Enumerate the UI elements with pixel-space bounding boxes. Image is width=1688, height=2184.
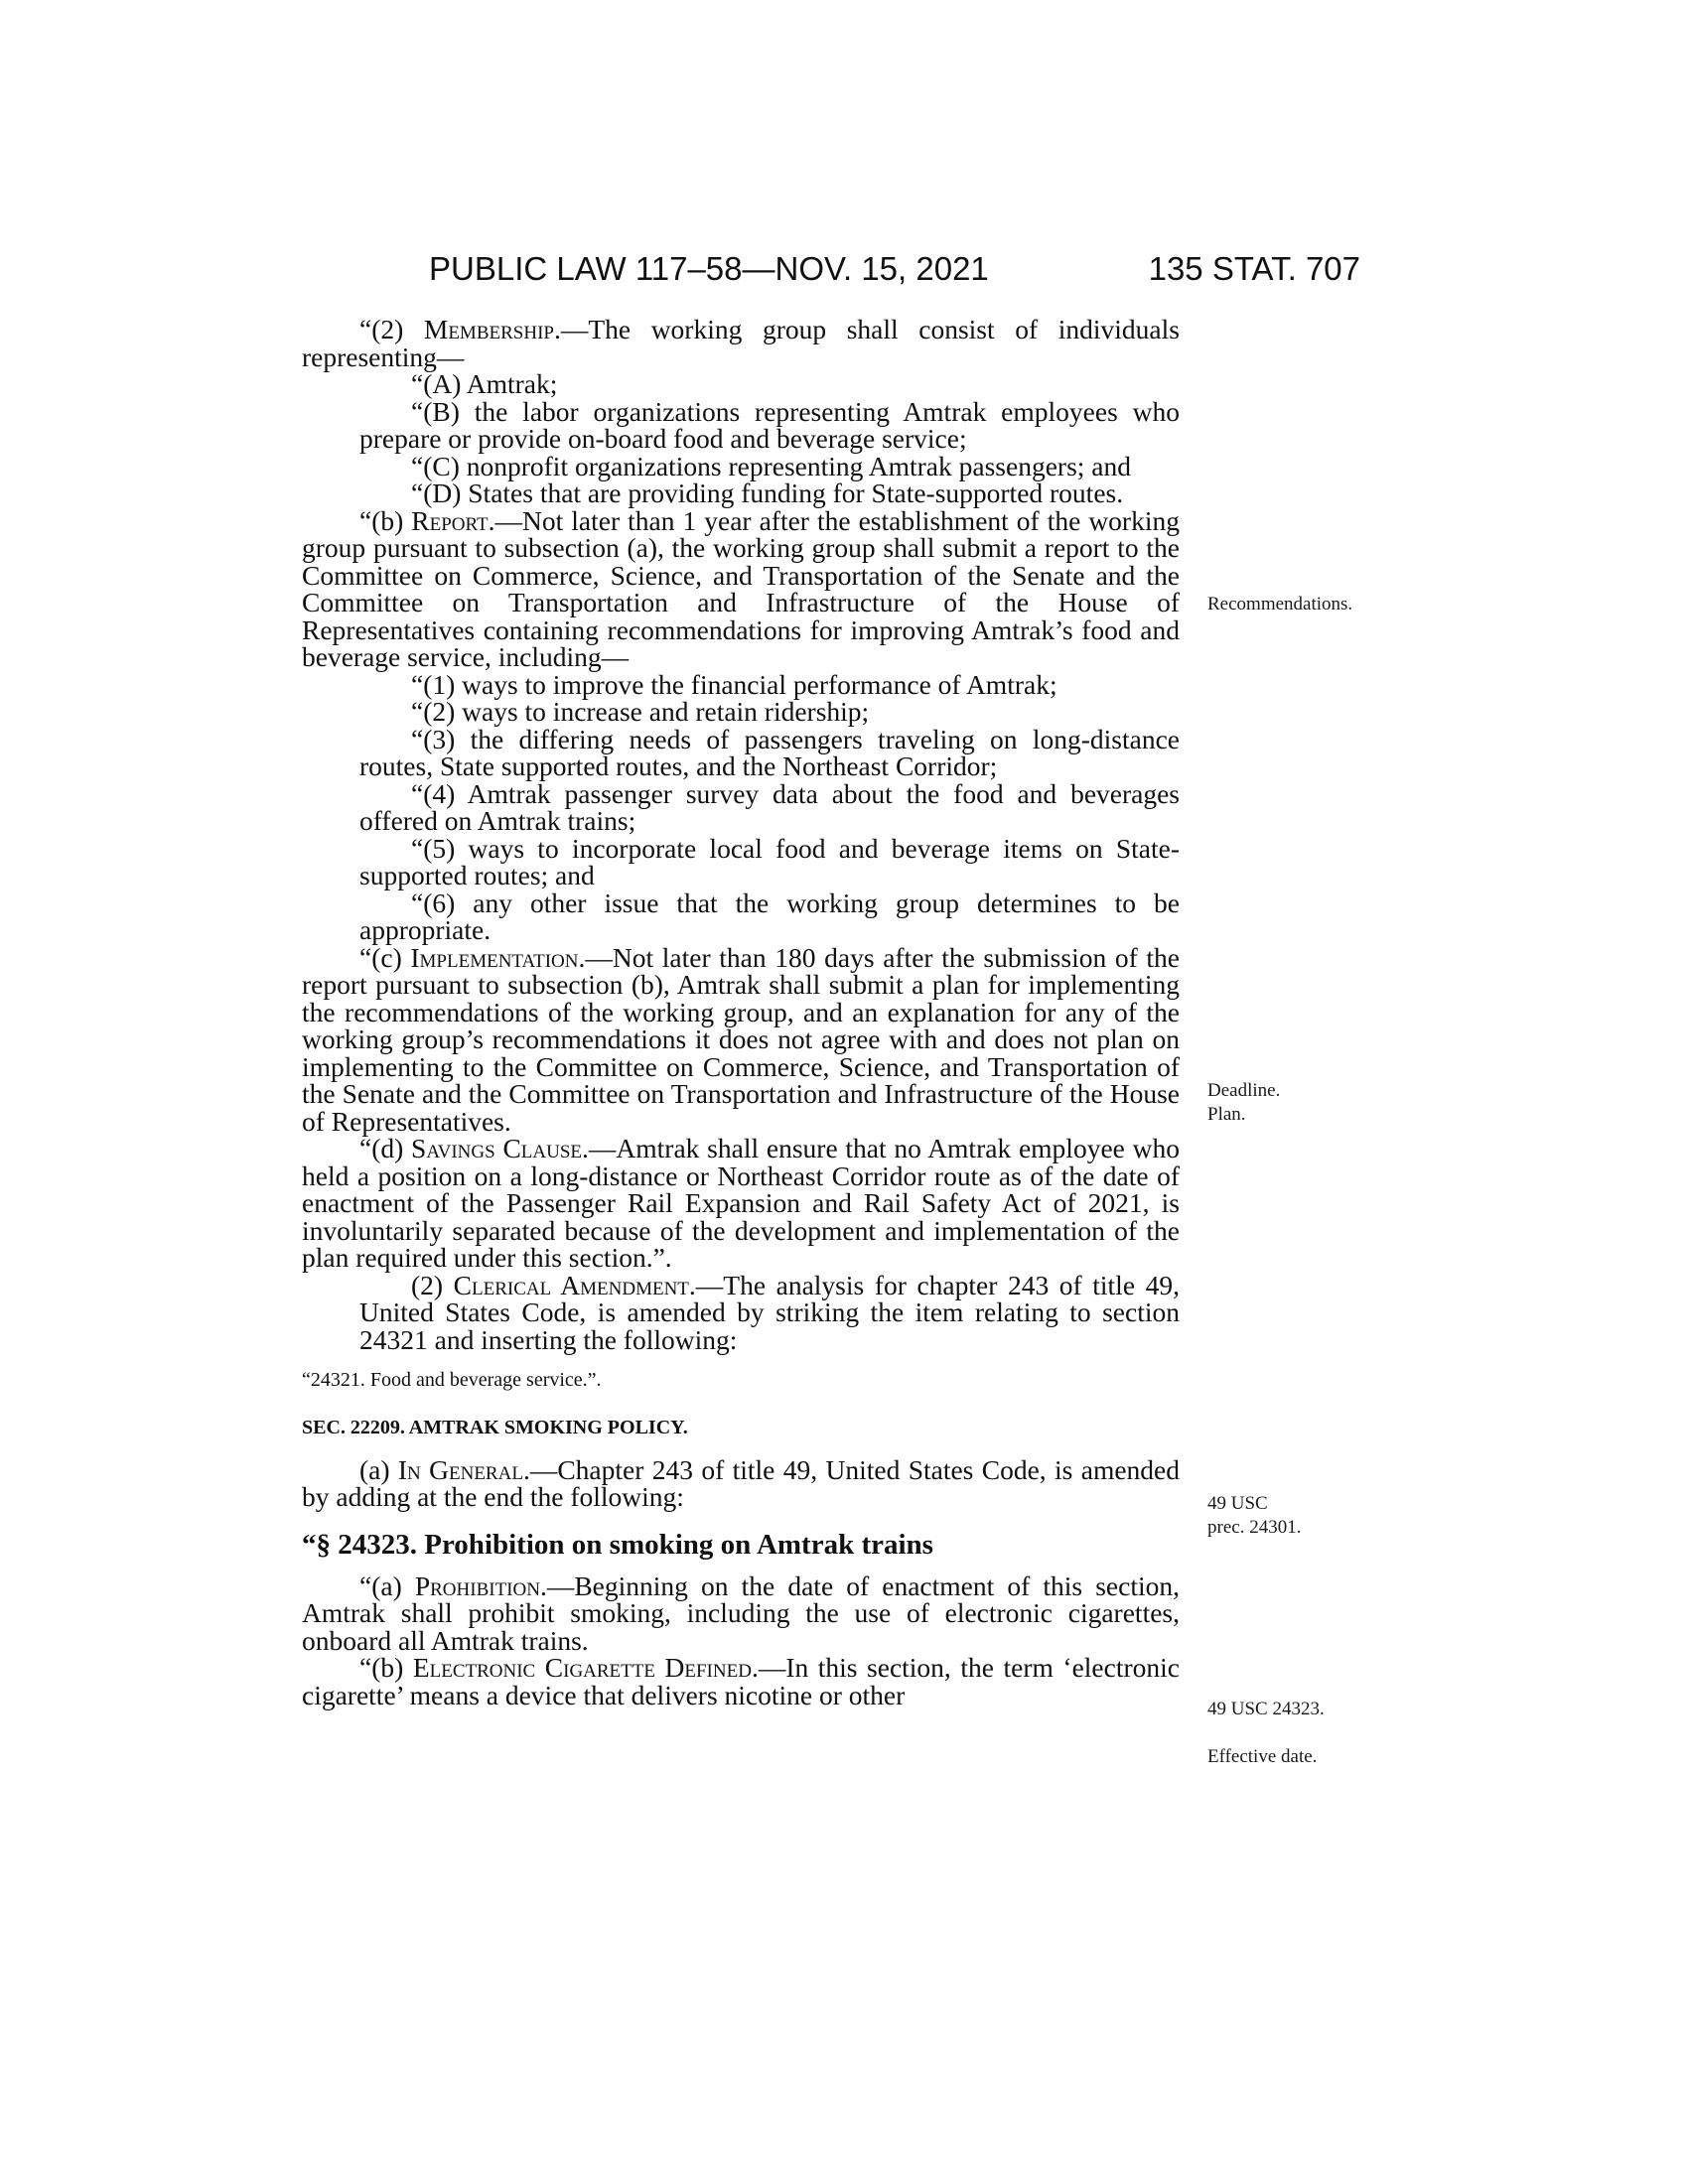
clerical-item: “24321. Food and beverage service.”. bbox=[302, 1369, 602, 1391]
margin-note-plan: Plan. bbox=[1207, 1104, 1246, 1125]
membership-item-d: “(D) States that are providing funding for State-supported routes. bbox=[411, 478, 1124, 508]
clerical-amendment-paragraph: (2) Clerical Amendment.—The analysis for chapter 243 of title 49, United States Code, is amended by striking the item relating to section 24321 and inserting the following: bbox=[359, 1269, 1180, 1355]
membership-item-b: “(B) the labor organizations representing Amtrak employees who prepare or provide on-board food and beverage service; bbox=[359, 395, 1180, 454]
running-header-title: PUBLIC LAW 117–58—NOV. 15, 2021 bbox=[429, 250, 989, 287]
implementation-paragraph: “(c) Implementation.—Not later than 180 days after the submission of the report pursuant to subsection (b), Amtrak shall submit a plan for implementing the recommendations of the working group, and an explanation for any of the working group’s recommendations it does not agree with and does not plan on implementing to the Committee on Commerce, Science, and Transportation of the Senate and the Committee on Transportation and Infrastructure of the House of Representatives. bbox=[302, 941, 1180, 1137]
implementation-heading: Implementation bbox=[410, 941, 579, 973]
report-item-4: “(4) Amtrak passenger survey data about the food and beverages offered on Amtrak trains; bbox=[359, 777, 1180, 836]
prohibition-heading: Prohibition bbox=[414, 1570, 540, 1601]
margin-note-usc-prec-line2: prec. 24301. bbox=[1207, 1517, 1302, 1538]
body-text bbox=[302, 316, 1180, 1708]
savings-clause-paragraph: “(d) Savings Clause.—Amtrak shall ensure that no Amtrak employee who held a position on a long-distance or Northeast Corridor route as of the date of enactment of the Passenger Rail Expansion and Rail Safety Act of 2021, is involuntarily separated because of the development and implementation of the plan required under this section.”. bbox=[302, 1133, 1180, 1273]
report-heading: Report bbox=[411, 504, 489, 536]
electronic-cigarette-heading: Electronic Cigarette Defined bbox=[412, 1652, 752, 1683]
margin-note-effective-date: Effective date. bbox=[1207, 1746, 1318, 1767]
membership-item-a: “(A) Amtrak; bbox=[411, 368, 558, 399]
page-header bbox=[0, 250, 1688, 290]
margin-note-usc-24323: 49 USC 24323. bbox=[1207, 1699, 1325, 1719]
clerical-amendment-heading: Clerical Amendment bbox=[453, 1269, 689, 1300]
margin-note-recommendations: Recommendations. bbox=[1207, 594, 1353, 614]
report-item-6: “(6) any other issue that the working group determines to be appropriate. bbox=[359, 887, 1180, 945]
statute-page-number: 135 STAT. 707 bbox=[1148, 250, 1360, 287]
membership-item-c: “(C) nonprofit organizations representing Amtrak passengers; and bbox=[411, 450, 1131, 481]
membership-heading: Membership bbox=[423, 314, 554, 344]
report-item-1: “(1) ways to improve the financial performance of Amtrak; bbox=[411, 668, 1057, 700]
savings-clause-heading: Savings Clause bbox=[411, 1133, 583, 1163]
in-general-heading: In General bbox=[397, 1453, 523, 1485]
electronic-cigarette-paragraph: “(b) Electronic Cigarette Defined.—In this section, the term ‘electronic cigarette’ means a device that delivers nicotine or other bbox=[302, 1652, 1180, 1710]
report-item-2: “(2) ways to increase and retain ridership; bbox=[411, 696, 870, 727]
report-item-3: “(3) the differing needs of passengers traveling on long-distance routes, State supported routes, and the Northeast Corridor; bbox=[359, 723, 1180, 781]
report-paragraph: “(b) Report.—Not later than 1 year after the establishment of the working group pursuant to subsection (a), the working group shall submit a report to the Committee on Commerce, Science, and Transportation of the Senate and the Committee on Transportation and Infrastructure of the House of Representatives containing recommendations for improving Amtrak’s food and beverage service, including— bbox=[302, 504, 1180, 672]
section-title: “§ 24323. Prohibition on smoking on Amtrak trains bbox=[302, 1528, 933, 1561]
report-item-5: “(5) ways to incorporate local food and beverage items on State-supported routes; and bbox=[359, 832, 1180, 890]
margin-note-deadline: Deadline. bbox=[1207, 1080, 1281, 1101]
prohibition-paragraph: “(a) Prohibition.—Beginning on the date of enactment of this section, Amtrak shall prohibit smoking, including the use of electronic cigarettes, onboard all Amtrak trains. bbox=[302, 1570, 1180, 1656]
in-general-paragraph: (a) In General.—Chapter 243 of title 49, United States Code, is amended by adding at the end the following: bbox=[302, 1453, 1180, 1512]
membership-paragraph: “(2) Membership.—The working group shall consist of individuals representing— bbox=[302, 314, 1180, 372]
section-heading: SEC. 22209. AMTRAK SMOKING POLICY. bbox=[302, 1417, 688, 1438]
margin-note-usc-prec-line1: 49 USC bbox=[1207, 1493, 1268, 1514]
